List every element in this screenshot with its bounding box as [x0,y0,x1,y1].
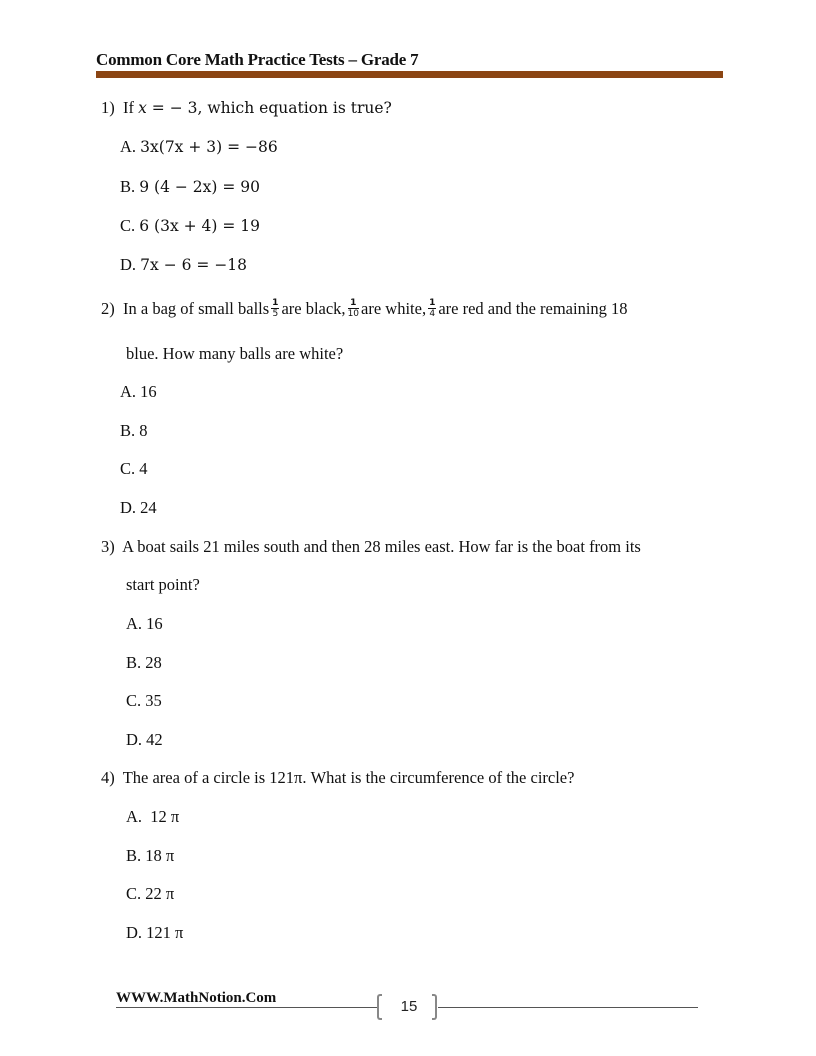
header-title: Common Core Math Practice Tests – Grade 7 [96,50,419,69]
fraction-numerator: 1 [429,297,436,308]
question-number: 2) [101,299,115,318]
option-b [126,846,174,866]
option-label: D. [126,730,143,749]
option-text: 8 [139,421,148,440]
question-number: 4) [101,768,115,787]
option-text: 9 (4 − 2x) = 90 [139,178,261,196]
fraction [428,298,436,319]
question-1-stem [101,98,392,118]
right-bracket-icon [432,994,437,1020]
option-label: B. [126,846,142,865]
option-text: 7x − 6 = −18 [140,256,248,274]
option-text: 3x(7x + 3) = −86 [140,138,278,156]
option-label: C. [126,691,142,710]
fraction [271,298,279,319]
option-b [126,653,162,673]
left-bracket-icon [377,994,382,1020]
option-a [126,614,163,634]
question-text: If [123,98,139,117]
option-d [120,498,157,518]
option-text: 24 [140,498,157,517]
question-number: 3) [101,537,115,556]
question-4-stem [101,768,574,788]
footer-rule [116,1007,378,1008]
question-text: are red and the remaining 18 [438,299,628,318]
option-text: 22 π [145,884,175,903]
option-c [126,884,174,904]
option-a [120,382,157,402]
option-text: 42 [146,730,163,749]
header-rule [96,71,723,78]
footer-rule [438,1007,698,1008]
option-b [120,177,260,197]
question-text: The area of a circle is 121π. What is the circumference of the circle? [122,768,575,787]
option-label: B. [126,653,142,672]
question-text-line2: start point? [126,575,200,594]
option-label: D. [120,255,137,274]
math-variable: x [138,99,147,117]
option-c [120,459,148,479]
fraction-numerator: 1 [272,297,279,308]
fraction-denominator: 4 [429,308,436,319]
option-label: B. [120,421,136,440]
page-number: 15 [400,998,418,1015]
fraction-numerator: 1 [348,298,359,309]
question-text: In a bag of small balls [123,299,270,318]
option-label: A. [126,807,143,826]
option-text: 12 π [150,807,180,826]
option-text: 28 [145,653,162,672]
fraction [348,298,359,319]
option-label: A. [120,382,137,401]
option-a [120,137,278,157]
option-c [126,691,162,711]
option-d [120,255,247,275]
question-text-line2: blue. How many balls are white? [126,344,344,363]
question-3-stem [101,537,641,557]
question-text: = − 3, which equation is true? [146,99,392,117]
option-label: C. [120,459,136,478]
option-d [126,923,183,943]
question-text: are black, [281,299,346,318]
option-label: A. [126,614,143,633]
option-text: 121 π [146,923,184,942]
question-number: 1) [101,98,115,117]
option-a [126,807,179,827]
option-label: C. [126,884,142,903]
option-label: D. [126,923,143,942]
option-text: 6 (3x + 4) = 19 [139,217,261,235]
footer-url: WWW.MathNotion.Com [116,990,277,1006]
fraction-denominator: 5 [272,308,279,319]
option-text: 4 [139,459,148,478]
option-label: B. [120,177,136,196]
question-2-stem [101,299,628,321]
fraction-denominator: 10 [347,308,360,319]
option-c [120,216,260,236]
option-label: A. [120,137,137,156]
option-text: 18 π [145,846,175,865]
option-label: C. [120,216,136,235]
question-text: are white, [361,299,427,318]
option-text: 16 [140,382,157,401]
option-text: 35 [145,691,162,710]
option-b [120,421,148,441]
option-label: D. [120,498,137,517]
option-d [126,730,163,750]
question-text: A boat sails 21 miles south and then 28 miles east. How far is the boat from its [122,537,641,556]
option-text: 16 [146,614,163,633]
